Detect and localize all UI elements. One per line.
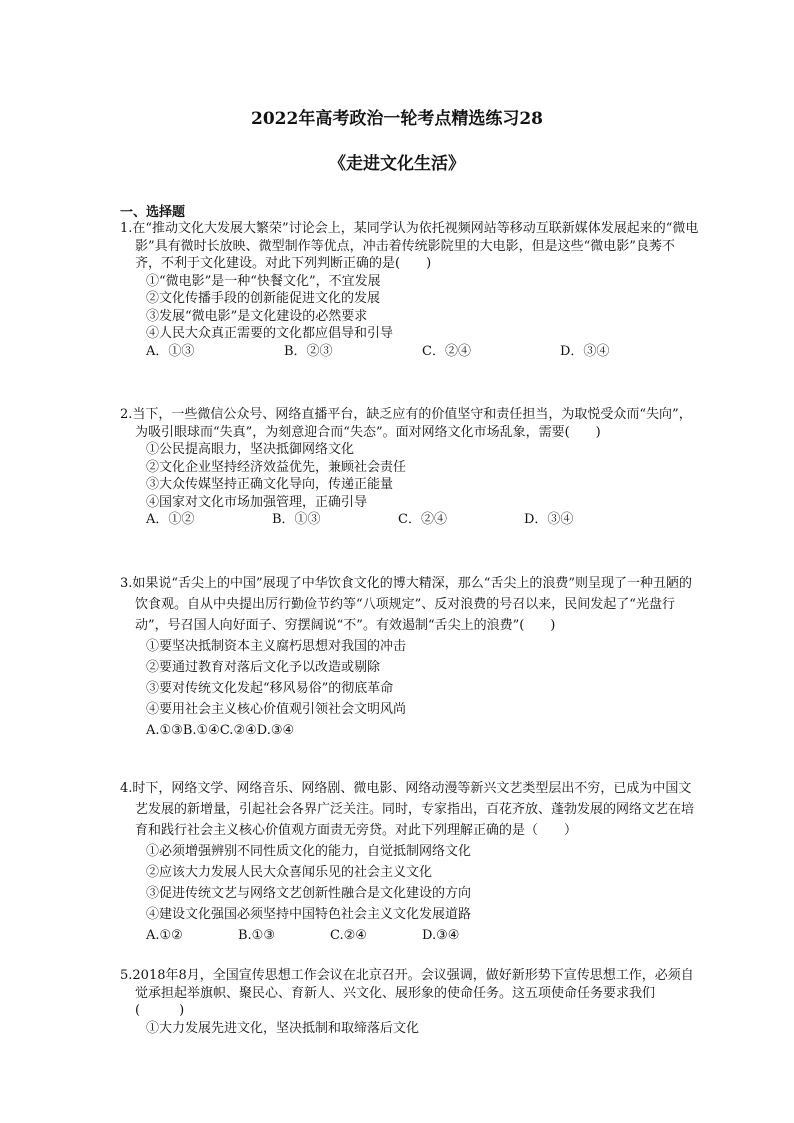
statement-option: ③大众传媒坚持正确文化导向，传递正能量 bbox=[146, 477, 394, 492]
answer-choice-d: D.③④ bbox=[422, 928, 460, 943]
statement-option: ②要通过教育对落后文化予以改造或剔除 bbox=[146, 660, 381, 675]
section-heading: 一、选择题 bbox=[120, 205, 186, 220]
answer-choice-d: D．③④ bbox=[560, 343, 610, 359]
answer-choice-d: D．③④ bbox=[524, 512, 574, 527]
statement-option: ②应该大力发展人民大众喜闻乐见的社会主义文化 bbox=[146, 865, 433, 880]
statement-option: ①“微电影”是一种“快餐文化”，不宜发展 bbox=[146, 273, 381, 289]
statement-option: ④国家对文化市场加强管理，正确引导 bbox=[146, 494, 368, 510]
question-stem: 2.当下，一些微信公众号、网络直播平台，缺乏应有的价值坚守和责任担当，为取悦受众而“失向”，为吸引眼球而“失真”，为刻意迎合而“失态”。面对网络文化市场乱象，需要( ) bbox=[120, 407, 692, 440]
question-stem: 5.2018年8月，全国宣传思想工作会议在北京召开。会议强调，做好新形势下宣传思想工作，必须自觉承担起举旗帜、聚民心、育新人、兴文化、展形象的使命任务。这五项使命任务要求我们( ) bbox=[120, 968, 694, 1018]
statement-option: ①必须增强辨别不同性质文化的能力，自觉抵制网络文化 bbox=[146, 844, 472, 859]
question-4 bbox=[120, 778, 700, 946]
statement-option: ②文化企业坚持经济效益优先，兼顾社会责任 bbox=[146, 459, 407, 475]
statement-option: ④建设文化强国必须坚持中国特色社会主义文化发展道路 bbox=[146, 907, 472, 922]
statement-option: ③发展“微电影”是文化建设的必然要求 bbox=[146, 308, 368, 324]
answer-choices bbox=[120, 343, 700, 361]
question-5 bbox=[120, 967, 700, 1037]
answer-choices bbox=[120, 511, 700, 529]
question-1 bbox=[120, 220, 700, 360]
question-2 bbox=[120, 406, 700, 529]
statement-option: ③促进传统文艺与网络文艺创新性融合是文化建设的方向 bbox=[146, 886, 472, 901]
answer-choice-c: C．②④ bbox=[422, 343, 471, 359]
answer-choice-c: C.②④ bbox=[330, 928, 367, 943]
answer-choices-line: A.①③B.①④C.②④D.③④ bbox=[146, 723, 295, 738]
statement-option: ①大力发展先进文化，坚决抵制和取缔落后文化 bbox=[146, 1020, 420, 1036]
answer-choice-b: B．②③ bbox=[284, 343, 333, 359]
statement-option: ①公民提高眼力，坚决抵御网络文化 bbox=[146, 442, 355, 457]
answer-choices bbox=[120, 720, 700, 741]
statement-option: ②文化传播手段的创新能促进文化的发展 bbox=[146, 291, 381, 306]
answer-choice-b: B．①③ bbox=[272, 512, 321, 527]
question-3 bbox=[120, 573, 700, 741]
statement-option: ①要坚决抵制资本主义腐朽思想对我国的冲击 bbox=[146, 639, 407, 654]
answer-choice-a: A．①③ bbox=[146, 343, 195, 359]
statement-option: ④要用社会主义核心价值观引领社会文明风尚 bbox=[146, 702, 407, 717]
statement-option: ④人民大众真正需要的文化都应倡导和引导 bbox=[146, 326, 394, 341]
statement-option: ③要对传统文化发起“移风易俗”的彻底革命 bbox=[146, 681, 394, 696]
document-subtitle: 《走进文化生活》 bbox=[329, 154, 465, 174]
question-stem: 3.如果说“舌尖上的中国”展现了中华饮食文化的博大精深，那么“舌尖上的浪费”则呈现了一种丑陋的饮食观。自从中央提出厉行勤俭节约等“八项规定”、反对浪费的号召以来，民间发起了“光盘行动”，号召国人向好面子、穷摆阔说“不”。有效遏制“舌尖上的浪费”( ) bbox=[120, 576, 692, 633]
answer-choice-c: C．②④ bbox=[398, 512, 447, 527]
document-title: 2022年高考政治一轮考点精选练习28 bbox=[251, 109, 543, 129]
answer-choices bbox=[120, 925, 700, 946]
answer-choice-a: A.①② bbox=[146, 928, 183, 943]
question-stem: 1.在“推动文化大发展大繁荣”讨论会上，某同学认为依托视频网站等移动互联新媒体发展起来的“微电影”具有微时长放映、微型制作等优点，冲击着传统影院里的大电影，但是这些“微电影”良莠不齐，不利于文化建设。对此下列判断正确的是( ) bbox=[120, 221, 699, 271]
question-stem: 4.时下，网络文学、网络音乐、网络剧、微电影、网络动漫等新兴文艺类型层出不穷，已成为中国文艺发展的新增量，引起社会各界广泛关注。同时，专家指出，百花齐放、蓬勃发展的网络文艺在培育和践行社会主义核心价值观方面责无旁贷。对此下列理解正确的是（ ） bbox=[120, 781, 695, 838]
answer-choice-b: B.①③ bbox=[238, 928, 275, 943]
answer-choice-a: A．①② bbox=[146, 512, 195, 527]
